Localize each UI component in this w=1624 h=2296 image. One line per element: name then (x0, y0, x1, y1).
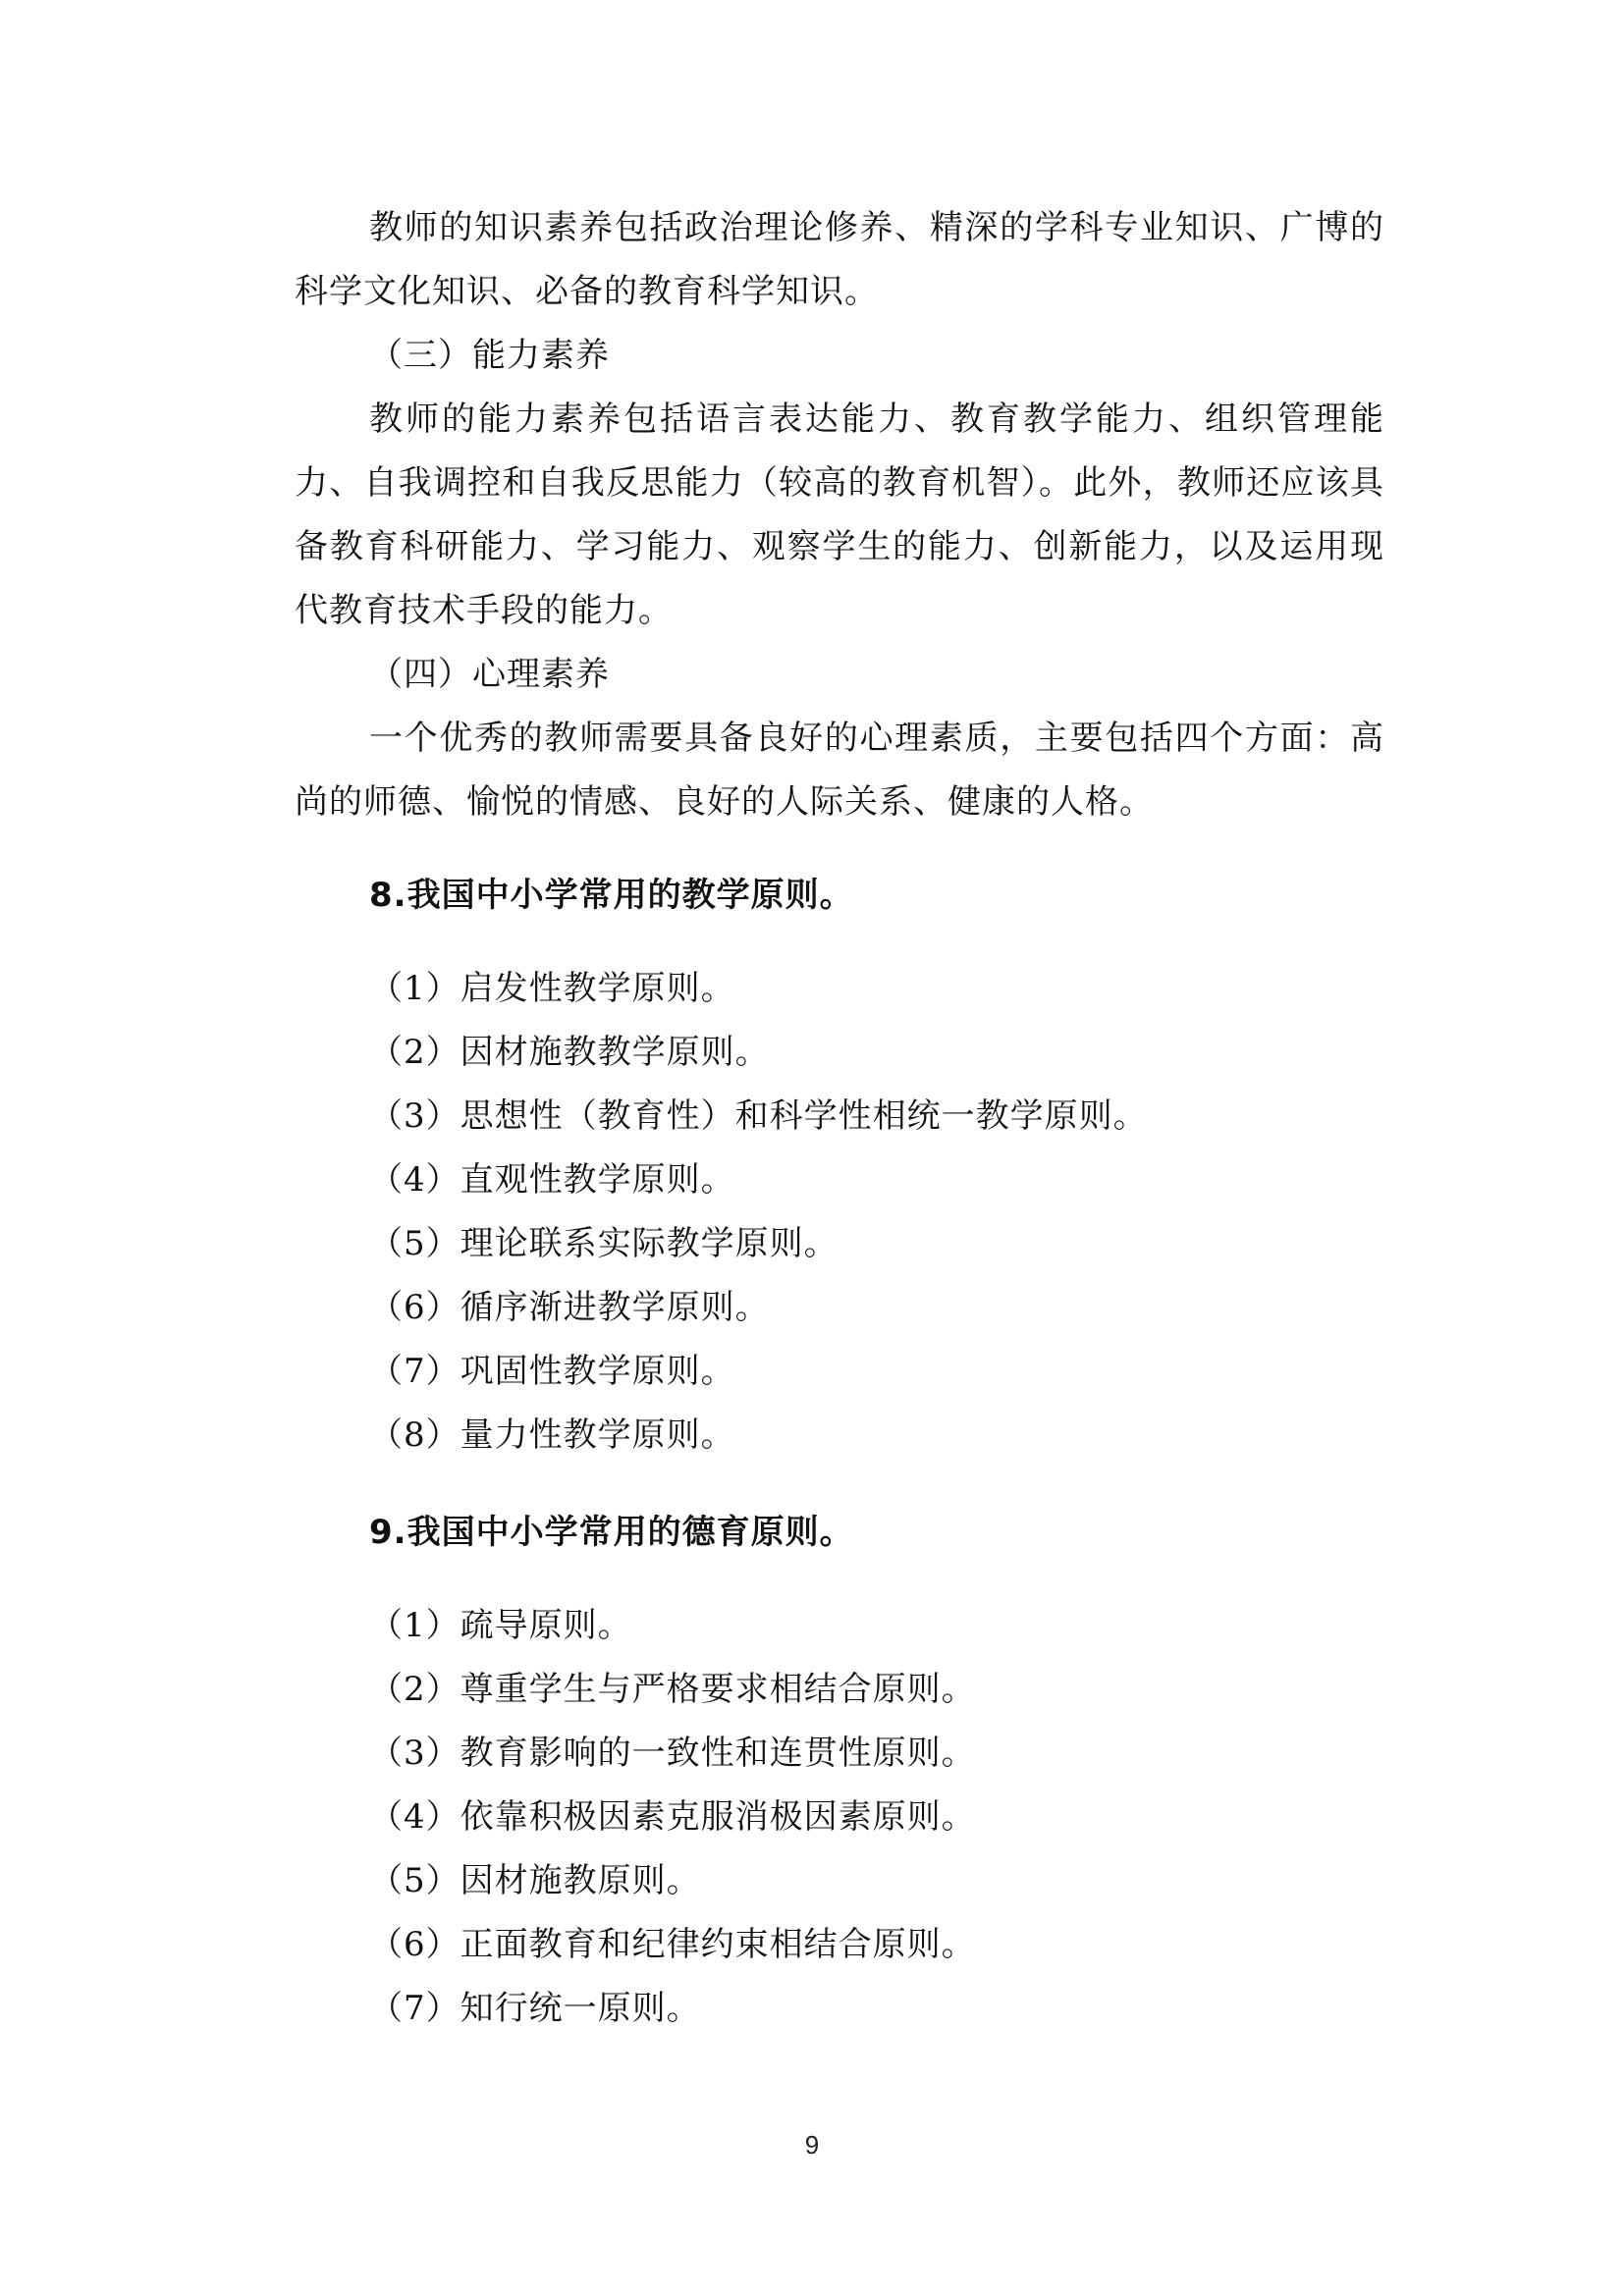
list-item: （2）尊重学生与严格要求相结合原则。 (369, 1670, 976, 1709)
list-item: （8）量力性教学原则。 (369, 1415, 735, 1455)
section-psychology-title: （四）心理素养 (369, 655, 610, 694)
list-item: （4）依靠积极因素克服消极因素原则。 (369, 1797, 976, 1837)
section-ability-title: （三）能力素养 (369, 336, 610, 375)
question-9-heading: 9.我国中小学常用的德育原则。 (369, 1513, 854, 1552)
list-item: （7）知行统一原则。 (369, 1989, 701, 2028)
list-item: （5）理论联系实际教学原则。 (369, 1224, 839, 1263)
list-item: （1）疏导原则。 (369, 1606, 632, 1645)
moral-principles-list (295, 1594, 1384, 2041)
list-item: （2）因材施教教学原则。 (369, 1033, 770, 1072)
list-item: （5）因材施教原则。 (369, 1861, 701, 1900)
list-item: （3）教育影响的一致性和连贯性原则。 (369, 1734, 976, 1773)
list-item: （6）循序渐进教学原则。 (369, 1288, 770, 1327)
list-item: （1）启发性教学原则。 (369, 969, 735, 1008)
list-item: （7）巩固性教学原则。 (369, 1352, 735, 1391)
paragraph-knowledge: 教师的知识素养包括政治理论修养、精深的学科专业知识、广博的科学文化知识、必备的教育科学知识。 (295, 208, 1384, 311)
question-8-heading: 8.我国中小学常用的教学原则。 (369, 876, 854, 915)
list-item: （3）思想性（教育性）和科学性相统一教学原则。 (369, 1096, 1148, 1136)
list-item: （4）直观性教学原则。 (369, 1160, 735, 1200)
paragraph-psychology: 一个优秀的教师需要具备良好的心理素质，主要包括四个方面：高尚的师德、愉悦的情感、良好的人际关系、健康的人格。 (295, 719, 1384, 822)
list-item: （6）正面教育和纪律约束相结合原则。 (369, 1925, 976, 1964)
teaching-principles-list (295, 957, 1384, 1468)
paragraph-ability: 教师的能力素养包括语言表达能力、教育教学能力、组织管理能力、自我调控和自我反思能力（较高的教育机智）。此外，教师还应该具备教育科研能力、学习能力、观察学生的能力、创新能力，以及运用现代教育技术手段的能力。 (295, 400, 1384, 630)
page-number: 9 (804, 2130, 820, 2160)
page-content (295, 196, 1384, 2041)
